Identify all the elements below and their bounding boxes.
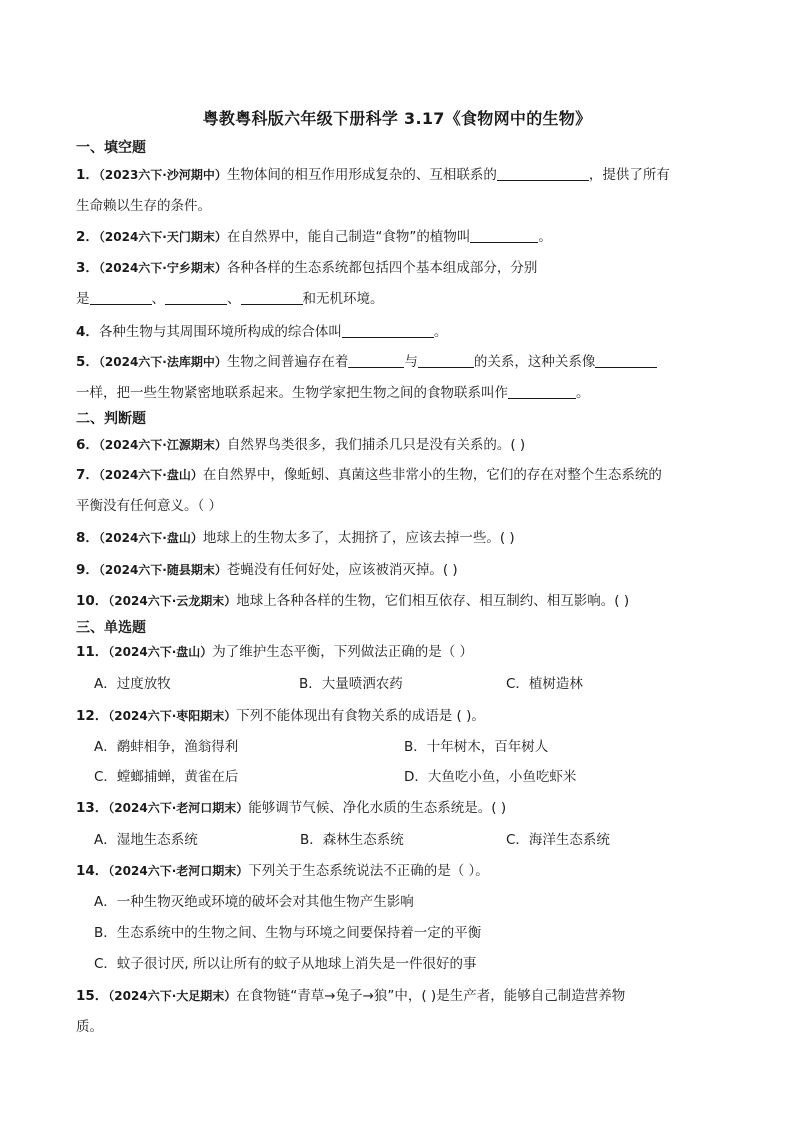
question-text: ，提供了所有 bbox=[588, 167, 670, 183]
question-number: 7． bbox=[76, 467, 99, 483]
question-source: （2024六下·随县期末） bbox=[98, 563, 227, 577]
question-number: 4． bbox=[76, 324, 99, 340]
question-source: （2024六下·老河口期末） bbox=[108, 801, 249, 815]
question-text: 。 bbox=[433, 324, 448, 340]
option-d[interactable]: D．大鱼吃小鱼，小鱼吃虾米 bbox=[404, 769, 577, 785]
answer-blank[interactable] bbox=[508, 384, 576, 399]
option-a[interactable]: A．一种生物灭绝或环境的破坏会对其他生物产生影响 bbox=[94, 894, 414, 910]
question-text: 下列关于生态系统说法不正确的是（ ）。 bbox=[248, 863, 489, 879]
question-3-line2 bbox=[76, 289, 716, 309]
question-source: （2024六下·宁乡期末） bbox=[98, 261, 227, 275]
option-a[interactable]: A．湿地生态系统 bbox=[94, 832, 198, 848]
answer-blank[interactable] bbox=[342, 323, 434, 338]
option-c[interactable]: C．海洋生态系统 bbox=[506, 832, 610, 848]
question-text: 下列不能体现出有食物关系的成语是 ( )。 bbox=[236, 708, 485, 724]
option-c[interactable]: C．植树造林 bbox=[506, 676, 583, 692]
question-text: 是 bbox=[76, 291, 90, 307]
question-number: 5． bbox=[76, 354, 99, 370]
question-6 bbox=[76, 435, 716, 455]
answer-blank[interactable] bbox=[497, 166, 589, 181]
question-10 bbox=[76, 591, 716, 611]
question-11 bbox=[76, 642, 716, 662]
question-text: 各种生物与其周围环境所构成的综合体叫 bbox=[98, 324, 342, 340]
question-text: 一样，把一些生物紧密地联系起来。生物学家把生物之间的食物联系叫作 bbox=[76, 385, 508, 401]
answer-blank[interactable] bbox=[418, 353, 474, 368]
question-1 bbox=[76, 165, 716, 185]
section-fill-heading: 一、填空题 bbox=[76, 140, 146, 156]
question-number: 15． bbox=[76, 988, 109, 1004]
question-12 bbox=[76, 706, 716, 726]
page-title: 粤教粤科版六年级下册科学 3.17《食物网中的生物》 bbox=[202, 109, 592, 128]
question-14 bbox=[76, 861, 716, 881]
question-text: 与 bbox=[404, 354, 418, 370]
question-13 bbox=[76, 798, 716, 818]
question-4 bbox=[76, 322, 716, 342]
question-9 bbox=[76, 560, 716, 580]
question-text: 和无机环境。 bbox=[302, 291, 384, 307]
option-a[interactable]: A．鹬蚌相争，渔翁得利 bbox=[94, 739, 239, 755]
section-judge-heading: 二、判断题 bbox=[76, 411, 146, 427]
option-a[interactable]: A．过度放牧 bbox=[94, 676, 171, 692]
section-choice-heading: 三、单选题 bbox=[76, 620, 146, 636]
question-source: （2024六下·老河口期末） bbox=[108, 864, 249, 878]
answer-blank[interactable] bbox=[470, 228, 538, 243]
answer-blank[interactable] bbox=[90, 290, 152, 305]
question-number: 9． bbox=[76, 562, 99, 578]
option-b[interactable]: B．大量喷洒农药 bbox=[299, 676, 403, 692]
question-text: 自然界鸟类很多，我们捕杀几只是没有关系的。( ) bbox=[226, 437, 526, 453]
question-text: 为了维护生态平衡，下列做法正确的是（ ） bbox=[212, 644, 474, 660]
question-source: （2024六下·江源期末） bbox=[98, 438, 227, 452]
question-2 bbox=[76, 227, 716, 247]
question-15-line2: 质。 bbox=[76, 1019, 103, 1035]
question-text: 苍蝇没有任何好处，应该被消灭掉。( ) bbox=[226, 562, 458, 578]
question-7 bbox=[76, 465, 716, 485]
question-text: 在食物链“青草→兔子→狼”中，( )是生产者，能够自己制造营养物 bbox=[236, 988, 626, 1004]
answer-blank[interactable] bbox=[165, 290, 227, 305]
question-text: 生物之间普遍存在着 bbox=[226, 354, 349, 370]
question-7-line2: 平衡没有任何意义。（ ） bbox=[76, 498, 223, 514]
question-source: （2024六下·枣阳期末） bbox=[108, 709, 237, 723]
question-15 bbox=[76, 986, 716, 1006]
answer-blank[interactable] bbox=[241, 290, 303, 305]
question-text: 的关系，这种关系像 bbox=[473, 354, 596, 370]
answer-blank[interactable] bbox=[595, 353, 657, 368]
question-source: （2024六下·云龙期末） bbox=[108, 594, 237, 608]
option-c[interactable]: C．螳螂捕蝉，黄雀在后 bbox=[94, 769, 239, 785]
question-number: 3． bbox=[76, 260, 99, 276]
option-b[interactable]: B．十年树木，百年树人 bbox=[404, 739, 549, 755]
question-source: （2024六下·天门期末） bbox=[98, 230, 227, 244]
question-8 bbox=[76, 528, 716, 548]
question-text: 。 bbox=[538, 229, 552, 245]
question-text: 地球上各种各样的生物，它们相互依存、相互制约、相互影响。( ) bbox=[236, 593, 630, 609]
question-text: 地球上的生物太多了，太拥挤了，应该去掉一些。( ) bbox=[202, 530, 515, 546]
question-number: 1． bbox=[76, 167, 99, 183]
option-b[interactable]: B．森林生态系统 bbox=[300, 832, 404, 848]
question-source: （2024六下·法库期中） bbox=[98, 355, 227, 369]
option-b[interactable]: B．生态系统中的生物之间、生物与环境之间要保持着一定的平衡 bbox=[94, 925, 482, 941]
separator: 、 bbox=[151, 291, 165, 307]
question-number: 8． bbox=[76, 530, 99, 546]
question-number: 12． bbox=[76, 708, 109, 724]
answer-blank[interactable] bbox=[348, 353, 404, 368]
question-source: （2024六下·大足期末） bbox=[108, 989, 237, 1003]
question-text: 在自然界中，像蚯蚓、真菌这些非常小的生物，它们的存在对整个生态系统的 bbox=[202, 467, 662, 483]
question-1-line2: 生命赖以生存的条件。 bbox=[76, 198, 211, 214]
option-c[interactable]: C．蚊子很讨厌, 所以让所有的蚊子从地球上消失是一件很好的事 bbox=[94, 956, 477, 972]
question-3 bbox=[76, 258, 716, 278]
question-number: 13． bbox=[76, 800, 109, 816]
question-text: 各种各样的生态系统都包括四个基本组成部分，分别 bbox=[226, 260, 538, 276]
question-source: （2023六下·沙河期中） bbox=[98, 168, 227, 182]
question-text: 能够调节气候、净化水质的生态系统是。( ) bbox=[248, 800, 507, 816]
question-text: 。 bbox=[576, 385, 590, 401]
question-5 bbox=[76, 352, 716, 372]
question-source: （2024六下·盘山） bbox=[108, 645, 213, 659]
separator: 、 bbox=[227, 291, 241, 307]
question-number: 10． bbox=[76, 593, 109, 609]
question-5-line2 bbox=[76, 383, 716, 403]
question-source: （2024六下·盘山） bbox=[98, 468, 203, 482]
question-source: （2024六下·盘山） bbox=[98, 531, 203, 545]
question-text: 在自然界中，能自己制造“食物”的植物叫 bbox=[226, 229, 471, 245]
question-number: 11． bbox=[76, 644, 109, 660]
question-number: 2． bbox=[76, 229, 99, 245]
question-text: 生物体间的相互作用形成复杂的、互相联系的 bbox=[226, 167, 497, 183]
question-number: 14． bbox=[76, 863, 109, 879]
question-number: 6． bbox=[76, 437, 99, 453]
